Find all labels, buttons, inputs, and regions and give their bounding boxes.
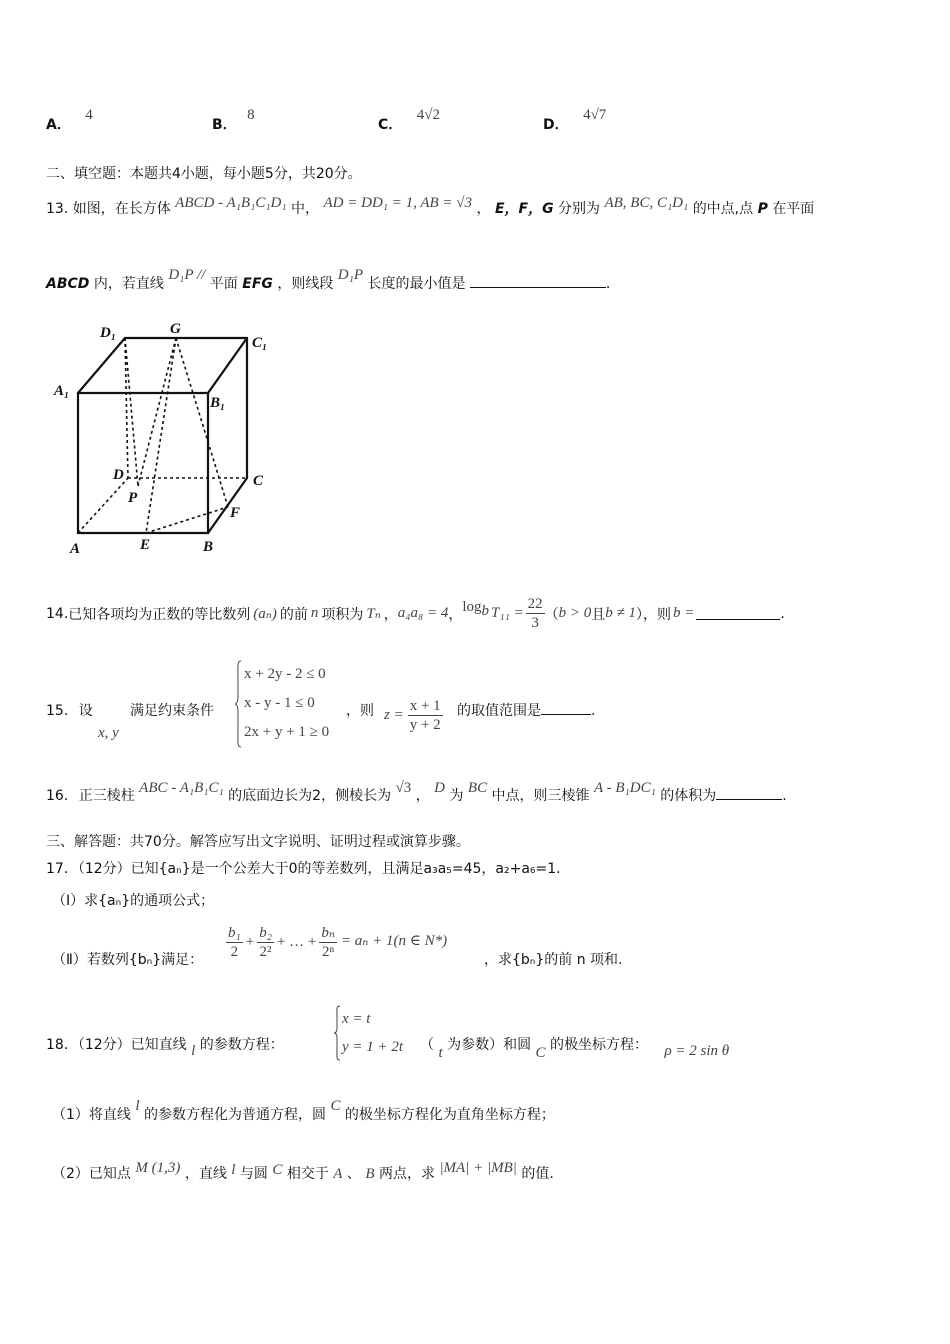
fraction-22-3: $\frac{22}{3}$ <box>527 596 543 631</box>
question-15-text: 满足约束条件 <box>130 703 214 719</box>
choice-a-value: 4 <box>85 107 93 123</box>
label-a: A <box>70 541 81 557</box>
answer-blank-15[interactable] <box>541 702 591 715</box>
question-18-part2: （2）已知点 M (1,3) ，直线 l 与圆 C 相交于 A 、 B 两点，求 |MA| + |MB| 的值. <box>52 1160 554 1182</box>
left-brace <box>234 660 242 748</box>
question-15-then: ，则 <box>346 703 374 719</box>
choice-d-value: 4√7 <box>583 107 607 123</box>
choice-c-value: 4√2 <box>416 107 440 123</box>
left-brace <box>333 1005 341 1061</box>
label-f: F <box>230 505 241 521</box>
choice-c: C． 4√2 <box>378 107 440 133</box>
answer-blank-14[interactable] <box>696 607 780 620</box>
cuboid-figure <box>40 315 280 560</box>
variables-xy: x, y <box>98 725 119 741</box>
fraction-z: $\frac{x + 1}{y + 2}$ <box>409 698 441 733</box>
label-g: G <box>170 321 181 337</box>
question-13-line1: 13. 如图，在长方体 ABCD - A₁B₁C₁D₁ 中， AD = DD₁ = 1, AB = √3 ， E，F，G 分别为 AB, BC, C₁D₁ 的中点,点 P 在平面 <box>46 195 815 217</box>
question-18-line-tail: （ t 为参数）和圆 C 的极坐标方程： ρ = 2 sin θ <box>420 1037 730 1061</box>
question-17-part2-tail: ，求{bₙ}的前 n 项和. <box>484 952 623 968</box>
label-a1: A₁ <box>54 383 70 399</box>
series-formula: $\frac{\text{b₁}}{2}$ + $\frac{\text{b₂}}{\text{2²}}$ + … + $\frac{\text{bₙ}}{\text{2ⁿ}}$ = aₙ + 1(n ∈ N*) <box>228 925 448 960</box>
question-16: 16. 正三棱柱 ABC - A₁B₁C₁ 的底面边长为2，侧棱长为 √3 ， D 为 BC 中点，则三棱锥 A - B₁DC₁ 的体积为 . <box>46 780 787 804</box>
label-d1: D₁ <box>100 325 117 341</box>
label-c: C <box>253 473 264 489</box>
label-p: P <box>128 490 138 506</box>
label-d: D <box>113 467 124 483</box>
label-b: B <box>203 539 214 555</box>
label-c1: C₁ <box>252 335 268 351</box>
question-17-part1: （I）求{aₙ}的通项公式； <box>52 893 215 909</box>
choice-d: D． 4√7 <box>543 107 607 133</box>
answer-blank-13[interactable] <box>470 275 606 288</box>
question-18-line: 18．（12分）已知直线 l 的参数方程： <box>46 1037 284 1059</box>
choice-b-value: 8 <box>247 107 255 123</box>
question-15-z: z = $\frac{x + 1}{y + 2}$ <box>384 698 441 733</box>
question-15-label: 15. 设 <box>46 703 93 719</box>
question-17: 17．（12分）已知{aₙ}是一个公差大于0的等差数列，且满足a₃a₅=45，a₂+a₆=1. <box>46 861 561 877</box>
question-17-part2-label: （Ⅱ）若数列{bₙ}满足： <box>52 952 204 968</box>
front-face <box>78 393 208 533</box>
choice-a: A． 4 <box>46 107 93 133</box>
section-heading-fill: 二、填空题：本题共4小题，每小题5分，共20分。 <box>46 166 362 182</box>
question-14: 14. 已知各项均为正数的等比数列 (aₙ) 的前 n 项积为 Tₙ ， a₄a₈ = 4 ， $\log_b$ T₁₁ = $\frac{22}{3}$ （ b > 0 且 b ≠ 1 ），则 b = . <box>46 596 785 631</box>
question-13-line2: ABCD 内，若直线 D₁P // 平面 EFG ，则线段 D₁P 长度的最小值是 . <box>46 267 611 292</box>
question-15-tail: 的取值范围是 . <box>457 703 596 719</box>
label-b1: B₁ <box>210 395 226 411</box>
question-18-part1: （1）将直线 l 的参数方程化为普通方程，圆 C 的极坐标方程化为直角坐标方程； <box>52 1098 555 1123</box>
choice-b: B． 8 <box>212 107 255 133</box>
answer-blank-16[interactable] <box>716 787 782 800</box>
label-e: E <box>140 537 151 553</box>
section-heading-solve: 三、解答题：共70分。解答应写出文字说明、证明过程或演算步骤。 <box>46 834 470 850</box>
